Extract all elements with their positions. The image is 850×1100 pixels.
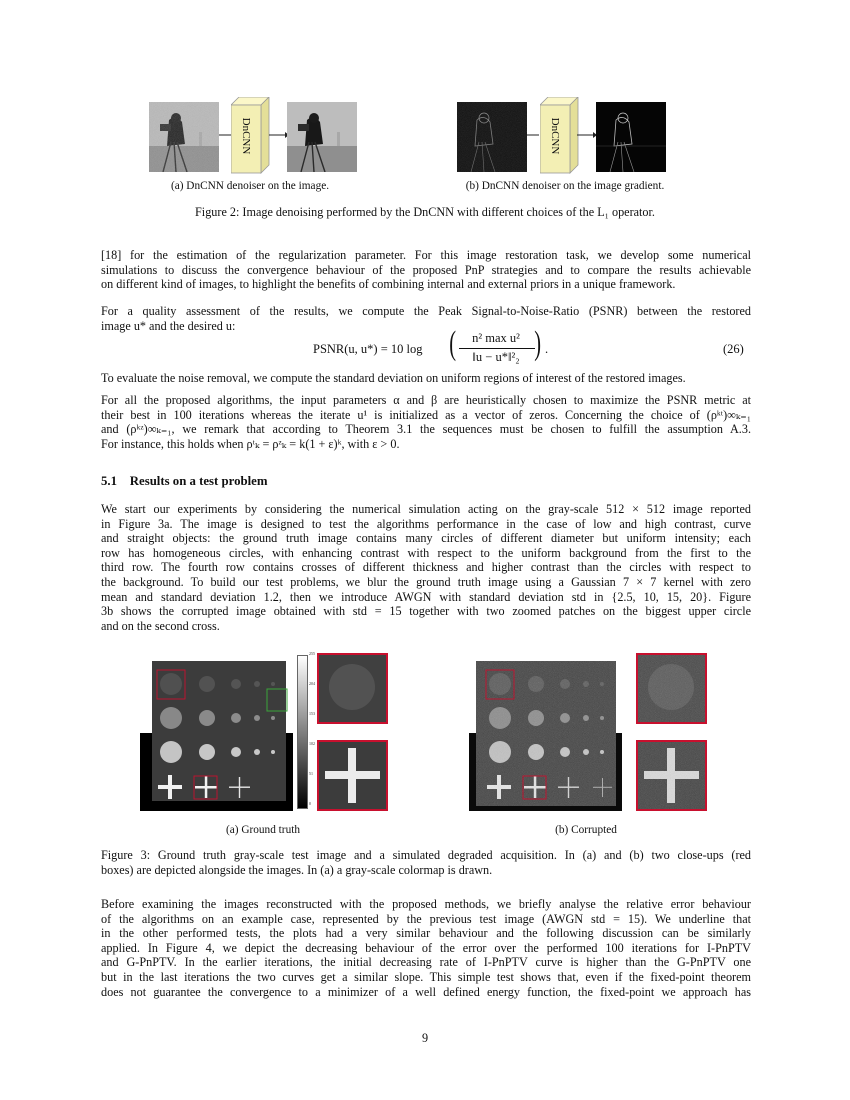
corrupted-zoom-circle bbox=[636, 653, 707, 724]
text-line: [18] for the estimation of the regularization parameter. For this image restoration task, we develop some numerical bbox=[101, 248, 751, 262]
text-line: mean and standard deviation 1.2, then we introduce AWGN with standard deviation std in {2.5, 10, 15, 20}. Figure bbox=[101, 589, 751, 604]
figure-2-subcaption-a: (a) DnCNN denoiser on the image. bbox=[170, 180, 330, 192]
text-line: applied. In Figure 4, we depict the decreasing behaviour of the error over the performed 100 iterations for I-PnPTV bbox=[101, 940, 751, 955]
text-line: third row. The fourth row contains crosses of different thickness and higher contrast than the circles with respect to bbox=[101, 560, 751, 575]
text-line: in Figure 3a. The image is designed to test the algorithms performance in the case of low and high contrast, curve bbox=[101, 516, 751, 531]
gradient-denoised-image bbox=[596, 102, 666, 172]
text-line: Figure 3: Ground truth gray-scale test image and a simulated degraded acquisition. In (a) and (b) two close-ups (red bbox=[101, 848, 751, 862]
arrow-b bbox=[527, 130, 597, 140]
equation-lhs: PSNR(u, u*) = 10 log bbox=[313, 342, 423, 356]
text-line: row has homogeneous circles, with enhancing contrast with respect to the uniform background from the first to the bbox=[101, 545, 751, 560]
fraction-bar bbox=[459, 348, 535, 349]
page-number: 9 bbox=[421, 1031, 429, 1045]
text-line: but in the last iterations the two curves get a similar slope. This simple test shows that, even if the fixed-point theorem bbox=[101, 969, 751, 984]
ground-truth-image bbox=[140, 653, 293, 811]
equation-numerator: n² max u² bbox=[472, 331, 520, 345]
equation-number: (26) bbox=[723, 342, 744, 356]
text-line: We start our experiments by considering the numerical simulation acting on the gray-scale 512 × 512 image reported bbox=[101, 502, 751, 516]
paragraph-2 bbox=[101, 304, 751, 333]
figure-3-subcaption-b: (b) Corrupted bbox=[555, 824, 617, 836]
colorbar-tick: 102 bbox=[309, 741, 315, 746]
paragraph-5 bbox=[101, 502, 751, 633]
text-line: For a quality assessment of the results, we compute the Peak Signal-to-Noise-Ratio (PSNR) between the restored bbox=[101, 304, 751, 318]
text-line: 3b shows the corrupted image obtained with std = 15 together with two zoomed patches on the biggest upper circle bbox=[101, 604, 751, 619]
paragraph-1 bbox=[101, 248, 751, 292]
colorbar-tick: 51 bbox=[309, 771, 313, 776]
corrupted-image bbox=[469, 653, 622, 811]
paragraph-3 bbox=[101, 371, 751, 386]
colorbar-tick: 255 bbox=[309, 651, 315, 656]
text-line: does not guarantee the convergence to a minimizer of a well defined energy function, the fixed-point we approach has bbox=[101, 984, 751, 999]
text-line: and (ρᵏᶻ)∞ₖ₌₁, we remark that according to Theorem 3.1 the sequences must be chosen to fulfill the assumption A.3. bbox=[101, 422, 751, 437]
equation-paren-right: ) bbox=[534, 325, 542, 362]
text-line: image u* and the desired u: bbox=[101, 318, 236, 333]
arrow-a bbox=[219, 130, 289, 140]
colorbar-tick: 0 bbox=[309, 801, 311, 806]
ground-truth-zoom-cross bbox=[317, 740, 388, 811]
text-line: the background. To build our test problems, we blur the ground truth image using a Gaussian 7 × 7 kernel with zero bbox=[101, 574, 751, 589]
ground-truth-zoom-circle bbox=[317, 653, 388, 724]
colorbar-tick: 204 bbox=[309, 681, 315, 686]
dncnn-label: DnCNN bbox=[549, 117, 561, 155]
figure-2-subcaption-b: (b) DnCNN denoiser on the image gradient. bbox=[465, 180, 665, 192]
colorbar-tick: 153 bbox=[309, 711, 315, 716]
figure-3-subcaption-a: (a) Ground truth bbox=[225, 824, 301, 836]
text-line: For all the proposed algorithms, the input parameters α and β are heuristically chosen to maximize the PSNR metric at bbox=[101, 393, 751, 407]
text-line: boxes) are depicted alongside the images. In (a) a gray-scale colormap is drawn. bbox=[101, 862, 493, 877]
section-title: 5.1 Results on a test problem bbox=[101, 474, 268, 488]
text-line: For instance, this holds when ρᵗₖ = ρᶻₖ = k(1 + ε)ᵏ, with ε > 0. bbox=[101, 436, 400, 451]
equation-tail: . bbox=[545, 342, 549, 356]
corrupted-zoom-cross bbox=[636, 740, 707, 811]
text-line: on different kind of images, to highlight the benefits of combining internal and external priors in a unique framework. bbox=[101, 277, 676, 292]
text-line: and on the second cross. bbox=[101, 618, 220, 633]
cameraman-denoised-image bbox=[287, 102, 357, 172]
text-line: and G-PnPTV. In the earlier iterations, the initial decreasing rate of I-PnPTV curve is higher than the G-PnPTV one bbox=[101, 955, 751, 970]
colorbar bbox=[297, 655, 308, 809]
gradient-input-image bbox=[457, 102, 527, 172]
paragraph-6 bbox=[101, 897, 751, 999]
cameraman-input-image bbox=[149, 102, 219, 172]
text-line: Before examining the images reconstructed with the proposed methods, we briefly analyse the relative error behaviour bbox=[101, 897, 751, 911]
text-line: in the other performed tests, the plots had a very similar behaviour and the following discussion can be similarly bbox=[101, 926, 751, 941]
text-line: and straight objects: the ground truth image contains many circles of different diameter but uniform intensity; each bbox=[101, 531, 751, 546]
equation-paren-left: ( bbox=[449, 325, 457, 362]
text-line: of the algorithms on an example case, represented by the previous test image (AWGN std = 15). We underline that bbox=[101, 911, 751, 926]
paragraph-4 bbox=[101, 393, 751, 451]
figure-3-caption bbox=[101, 848, 751, 877]
figure-2-caption: Figure 2: Image denoising performed by the DnCNN with different choices of the L₁ operator. bbox=[195, 205, 655, 219]
equation-denominator: ‖u − u*‖²₂ bbox=[472, 350, 520, 364]
text-line: To evaluate the noise removal, we compute the standard deviation on uniform regions of interest of the restored images. bbox=[101, 371, 686, 385]
text-line: their best in 100 iterations whereas the iterate u¹ is initialized as a vector of zeros. Concerning the choice of (ρᵏᵗ)∞ₖ₌₁ bbox=[101, 407, 751, 422]
dncnn-label: DnCNN bbox=[240, 117, 252, 155]
text-line: simulations to discuss the convergence behaviour of the proposed PnP strategies and to compare the results achievable bbox=[101, 262, 751, 277]
